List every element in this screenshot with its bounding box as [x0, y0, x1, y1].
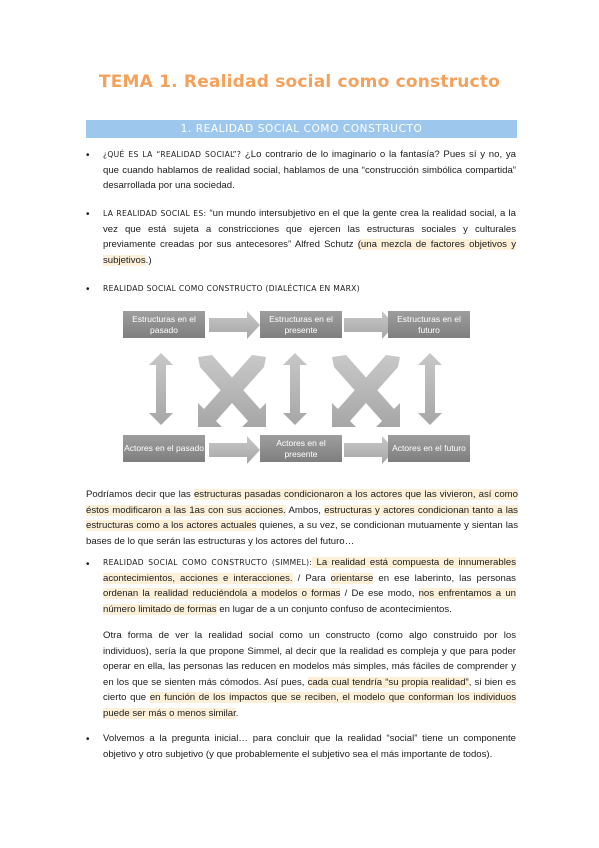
- paragraph-6: [103, 628, 516, 722]
- paragraph-text: quienes, a su vez, se condicionan mutuamente y sientan las bases de lo que serán las estructuras y los actores del futuro…: [86, 520, 518, 547]
- structures-past-box: Estructuras en el pasado: [123, 311, 205, 338]
- double-arrow-icon: [418, 353, 442, 425]
- paragraph-lead: REALIDAD SOCIAL COMO CONSTRUCTO (SIMMEL):: [103, 558, 313, 567]
- dialectic-diagram: [120, 305, 470, 470]
- paragraph-text: Otra forma de ver la realidad social como un constructo (como algo construido por los individuos), sería la que propone Simmel, al decir que la realidad es compleja y que para poder operar en ella, las personas las reducen en modelos más simples, más fáciles de comprender y en los que se sienten más cómodos. Así pues,: [103, 630, 516, 688]
- paragraph-text: Ambos,: [285, 504, 325, 516]
- double-arrow-icon: [283, 353, 307, 425]
- paragraph-lead: REALIDAD SOCIAL COMO CONSTRUCTO (DIALÉCTICA EN MARX): [103, 284, 360, 293]
- paragraph-7: [103, 731, 516, 762]
- paragraph-3: [103, 281, 516, 297]
- paragraph-2: [103, 206, 516, 268]
- bullet-marker: •: [86, 209, 90, 220]
- highlighted-text: orientarse: [330, 572, 374, 584]
- paragraph-text: ¿Lo contrario de lo imaginario o la fantasía? Pues sí y no, ya que cuando hablamos de realidad social, hablamos de una “construcción simbólica compartida” desarrollada por una sociedad.: [103, 149, 516, 192]
- highlighted-text: nos enfrentamos a un número limitado de formas: [103, 588, 517, 615]
- double-arrow-icon: [149, 353, 173, 425]
- structures-present-box: Estructuras en el presente: [260, 311, 342, 338]
- bullet-marker: •: [86, 559, 90, 570]
- arrow-right-icon: [209, 436, 260, 464]
- actors-present-box: Actores en el presente: [260, 435, 342, 462]
- paragraph-text: .): [145, 254, 152, 266]
- bullet-marker: •: [86, 150, 90, 161]
- highlighted-text: cada cual tendría “su propia realidad”: [307, 676, 469, 688]
- highlighted-text: La realidad está compuesta de innumerables acontecimientos, acciones e interacciones.: [103, 557, 516, 584]
- bullet-marker: •: [86, 734, 90, 745]
- highlighted-text: (una mezcla de factores objetivos y subjetivos: [103, 239, 516, 266]
- paragraph-lead: ¿QUÉ ES LA “REALIDAD SOCIAL”?: [103, 150, 242, 159]
- paragraph-text: / Para: [292, 572, 331, 584]
- highlighted-text: estructuras y actores condicionan tanto a las estructuras como a los actores actuales: [86, 504, 518, 532]
- highlighted-text: estructuras pasadas condicionaron a los actores que las vivieron, así como éstos modificaron a las 1as con sus acciones.: [86, 489, 518, 516]
- paragraph-1: [103, 147, 516, 194]
- paragraph-4: [86, 487, 518, 549]
- paragraph-text: / De ese modo,: [340, 588, 419, 600]
- highlighted-text: ordenan la realidad reduciéndola a modelos o formas: [103, 588, 341, 600]
- paragraph-text: “un mundo intersubjetivo en el que la gente crea la realidad social, a la vez que está sujeta a constricciones que ejercen las estructuras sociales y culturales previamente creadas por sus antecesores” Alfred Schutz: [103, 208, 516, 251]
- actors-future-box: Actores en el futuro: [388, 435, 470, 462]
- paragraph-5: [103, 555, 516, 617]
- section-header: 1. REALIDAD SOCIAL COMO CONSTRUCTO: [86, 120, 517, 138]
- paragraph-text: .: [235, 707, 239, 719]
- actors-past-box: Actores en el pasado: [123, 435, 205, 462]
- paragraph-lead: LA REALIDAD SOCIAL ES:: [103, 209, 207, 218]
- paragraph-text: en ese laberinto, las personas: [373, 572, 516, 584]
- paragraph-text: en lugar de a un conjunto confuso de acontecimientos.: [216, 603, 452, 615]
- paragraph-text: Podríamos decir que las: [86, 489, 194, 500]
- paragraph-text: Volvemos a la pregunta inicial… para concluir que la realidad “social” tiene un componente objetivo y otro subjetivo (y que probablemente el subjetivo sea el más importante de todos).: [103, 733, 516, 760]
- bullet-marker: •: [86, 284, 90, 295]
- page-title: TEMA 1. Realidad social como constructo: [98, 72, 501, 92]
- highlighted-text: en función de los impactos que se reciben, el modelo que conforman los individuos puede ser más o menos similar: [103, 692, 516, 719]
- structures-future-box: Estructuras en el futuro: [388, 311, 470, 338]
- paragraph-text: , si bien es cierto que: [103, 676, 516, 704]
- arrow-right-icon: [209, 311, 260, 339]
